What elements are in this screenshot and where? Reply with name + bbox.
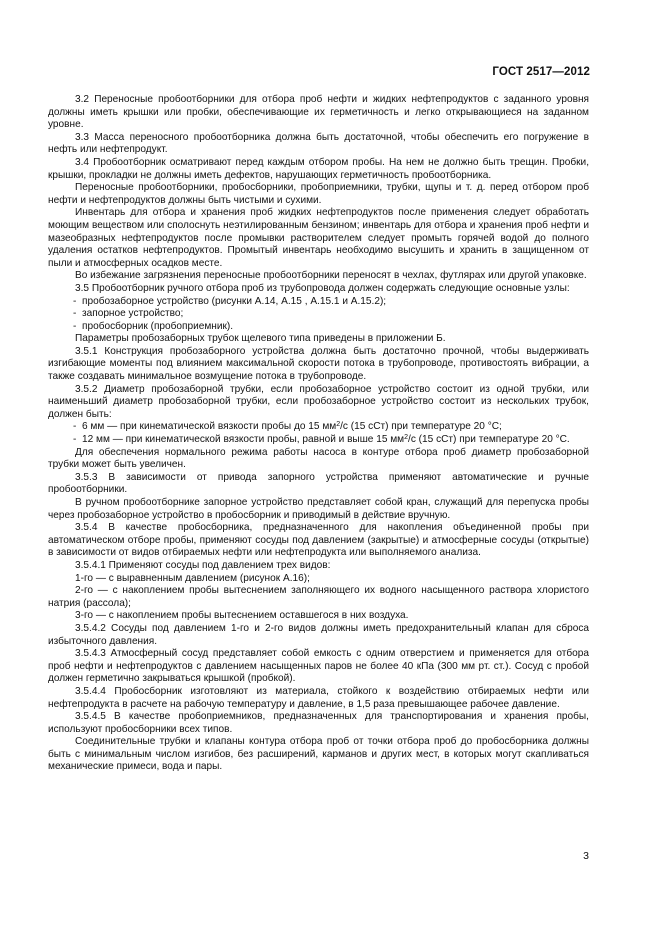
paragraph-3-5-3: 3.5.3 В зависимости от привода запорного устройства применяют автоматические и ручные пробоотборники.	[48, 471, 589, 496]
paragraph-vessel-type-3: 3-го — с накоплением пробы вытеснением оставшегося в них воздуха.	[75, 610, 409, 622]
paragraph-3-2: 3.2 Переносные пробоотборники для отбора проб нефти и жидких нефтепродуктов с заданного уровня должны иметь крышки или пробки, обеспечивающие их герметичность и легко открывающиеся на заданном уровне.	[48, 94, 589, 131]
list-item-text: 6 мм — при кинематической вязкости пробы до 15 мм	[82, 421, 337, 433]
paragraph-3-5-4-4: 3.5.4.4 Пробосборник изготовляют из материала, стойкого к воздействию отбираемых нефти или нефтепродукта в расчете на рабочую температуру и давление, в 1,5 раза превышающее рабочее давление.	[48, 685, 589, 710]
list-item	[48, 308, 589, 321]
list-dash: -	[73, 434, 77, 446]
paragraph-3-5-4-2: 3.5.4.2 Сосуды под давлением 1-го и 2-го видов должны иметь предохранительный клапан для сброса избыточного давления.	[48, 622, 589, 647]
paragraph-contamination: Во избежание загрязнения переносные пробоотборники переносят в чехлах, футлярах или другой упаковке.	[75, 270, 587, 282]
superscript: 2	[404, 434, 409, 442]
list-item-text: /с (15 сСт) при температуре 20 °С.	[408, 434, 570, 446]
paragraph-3-4: 3.4 Пробоотборник осматривают перед каждым отбором пробы. На нем не должно быть трещин. Пробки, крышки, прокладки не должны иметь дефектов, нарушающих герметичность пробоотборника.	[48, 156, 589, 181]
list-item	[48, 421, 589, 434]
superscript: 2	[336, 421, 341, 429]
paragraph-3-5-4-5: 3.5.4.5 В качестве пробоприемников, предназначенных для транспортирования и хранения пробы, используют пробосборники всех типов.	[48, 711, 589, 735]
paragraph-vessel-type-2: 2-го — с накоплением пробы вытеснением заполняющего их водного насыщенного раствора хлористого натрия (рассола);	[48, 585, 589, 609]
paragraph-tube-parameters: Параметры пробозаборных трубок щелевого типа приведены в приложении Б.	[75, 333, 446, 345]
list-item-text: пробозаборное устройство (рисунки А.14, А.15 , А.15.1 и А.15.2);	[82, 295, 387, 307]
list-dash: -	[73, 308, 77, 320]
document-body	[48, 94, 589, 774]
paragraph-portable-samplers: Переносные пробоотборники, пробосборники, пробоприемники, трубки, щупы и т. д. перед отбором проб нефти и нефтепродуктов должны быть чистыми и сухими.	[48, 182, 589, 206]
paragraph-inventory-cleaning: Инвентарь для отбора и хранения проб жидких нефтепродуктов после применения следует обработать моющим веществом или сполоснуть неэтилированным бензином; инвентарь для отбора и хранения проб нефти и мазеобразных нефтепродуктов после промывки растворителем следует промыть горячей водой до полного удаления остатков нефтепродуктов. Промытый инвентарь необходимо высушить и хранить в защищенном от пыли и атмосферных осадков месте.	[48, 207, 589, 269]
list-item-text: 12 мм — при кинематической вязкости пробы, равной и выше 15 мм	[82, 434, 405, 446]
paragraph-3-5: 3.5 Пробоотборник ручного отбора проб из трубопровода должен содержать следующие основные узлы:	[75, 282, 570, 294]
paragraph-3-5-1: 3.5.1 Конструкция пробозаборного устройства должна быть достаточно прочной, чтобы выдерживать изгибающие моменты под влиянием максимальной скорости потока в трубопроводе, противостоять вибрации, а также создавать минимальное возмущение потока в трубопроводе.	[48, 345, 589, 383]
paragraph-3-5-2: 3.5.2 Диаметр пробозаборной трубки, если пробозаборное устройство состоит из одной трубки, или наименьший диаметр пробозаборной трубки, если пробозаборное устройство состоит из нескольких трубок, должен быть:	[48, 383, 589, 420]
document-header: ГОСТ 2517—2012	[492, 66, 590, 78]
page-number: 3	[583, 850, 589, 862]
list-item-text: запорное устройство;	[82, 308, 184, 320]
list-item-text: пробосборник (пробоприемник).	[82, 320, 234, 332]
paragraph-manual-sampler: В ручном пробоотборнике запорное устройство представляет собой кран, служащий для перепуска пробы через пробозаборное устройство в пробосборник и приводимый в действие вручную.	[48, 497, 589, 521]
paragraph-3-5-4: 3.5.4 В качестве пробосборника, предназначенного для накопления объединенной пробы при автоматическом отборе пробы, применяют сосуды под давлением (закрытые) и атмосферные сосуды (открытые) в зависимости от видов отбираемых нефти или нефтепродукта или выполняемого анализа.	[48, 522, 589, 559]
list-item	[48, 321, 589, 334]
list-dash: -	[73, 421, 77, 433]
list-item	[48, 434, 589, 447]
list-dash: -	[73, 295, 77, 307]
paragraph-3-5-4-3: 3.5.4.3 Атмосферный сосуд представляет собой емкость с одним отверстием и применяется для отбора проб нефти и нефтепродуктов с давлением насыщенных паров не более 40 кПа (300 мм рт. ст.). Сосуд с пробой должен герметично закрываться крышкой (пробкой).	[48, 648, 589, 685]
paragraph-vessel-type-1: 1-го — с выравненным давлением (рисунок А.16);	[75, 572, 310, 584]
paragraph-3-5-4-1: 3.5.4.1 Применяют сосуды под давлением трех видов:	[75, 559, 331, 571]
paragraph-3-3: 3.3 Масса переносного пробоотборника должна быть достаточной, чтобы обеспечить его погружение в нефть или нефтепродукт.	[48, 131, 589, 156]
paragraph-pump-mode: Для обеспечения нормального режима работы насоса в контуре отбора проб диаметр пробозаборной трубки может быть увеличен.	[48, 446, 589, 471]
paragraph-connecting-tubes: Соединительные трубки и клапаны контура отбора проб от точки отбора проб до пробосборника должны быть с минимальным числом изгибов, без расширений, карманов и других мест, в которых могут скапливаться механические примеси, вода и пары.	[48, 736, 589, 773]
list-item-text: /с (15 сСт) при температуре 20 °С;	[340, 421, 502, 433]
list-dash: -	[73, 320, 77, 332]
list-item	[48, 296, 589, 309]
